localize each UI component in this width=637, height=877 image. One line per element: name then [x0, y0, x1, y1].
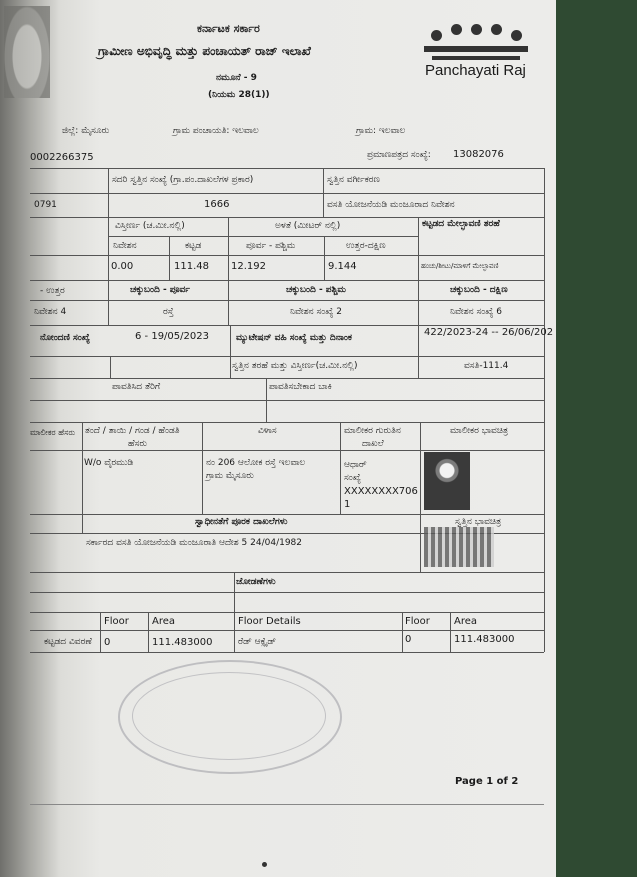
docs-val: ಸರ್ಕಾರದ ವಸತಿ ಯೋಜನೆಯಡಿ ಮಂಜೂರಾತಿ ಆದೇಶ 5 24/04/1982: [86, 538, 303, 548]
id-col-2: ದಾಖಲೆ: [362, 439, 384, 449]
addr-col: ವಿಳಾಸ: [258, 426, 277, 436]
page-number: Page 1 of 2: [455, 776, 519, 787]
ew-val: 12.192: [231, 261, 266, 272]
floor-header-2: Floor: [405, 616, 430, 627]
tax-due-label: ಪಾವತಿಸಬೇಕಾದ ಬಾಕಿ: [269, 382, 332, 392]
punch-mark: [262, 862, 267, 867]
rule-no: (ನಿಯಮ 28(1)): [208, 90, 270, 100]
north-label: - ಉತ್ತರ: [40, 286, 65, 296]
form-no: ನಮೂನೆ - 9: [216, 73, 257, 83]
dept-title: ಗ್ರಾಮೀಣ ಅಭಿವೃದ್ಧಿ ಮತ್ತು ಪಂಚಾಯತ್ ರಾಜ್ ಇಲಾಖೆ: [98, 44, 311, 58]
gov-title: ಕರ್ನಾಟಕ ಸರ್ಕಾರ: [197, 22, 260, 35]
cert-number: 13082076: [453, 149, 504, 160]
gram-panchayat: ಗ್ರಾಮ ಪಂಚಾಯತಿ: ಇಲವಾಲ: [173, 126, 259, 136]
area-val-2: 111.483000: [454, 634, 515, 645]
left-floor-label: ಕಟ್ಟಡದ ವಿವರಣೆ: [44, 637, 92, 647]
district: ಜಿಲ್ಲೆ: ಮೈಸೂರು: [62, 126, 110, 136]
prop-no-label: ಸದರಿ ಸ್ವತ್ತಿನ ಸಂಖ್ಯೆ (ಗ್ರಾ.ಪಂ.ದಾಖಲೆಗಳ ಪ್ರಕಾರ): [112, 175, 254, 185]
ew-label: ಪೂರ್ವ - ಪಶ್ಚಿಮ: [246, 241, 296, 251]
floor-val: 0: [104, 637, 111, 648]
reg-val: 6 - 19/05/2023: [135, 331, 209, 342]
floor-details-header: Floor Details: [238, 616, 301, 627]
father-val: W/o ವೈರಮುಡಿ: [84, 458, 134, 468]
area-label: ವಿಸ್ತೀರ್ಣ (ಚ.ಮೀ.ನಲ್ಲಿ): [115, 221, 185, 231]
addr-val-1: ನಂ 206 ಆಲೋಕ ರಸ್ತೆ ಇಲವಾಲ: [206, 458, 306, 468]
north-val: ನಿವೇಶನ 4: [34, 307, 67, 317]
south-label: ಚಕ್ಕುಬಂದಿ - ದಕ್ಷಿಣ: [450, 285, 508, 295]
mut-label: ಮ್ಯುಟೇಷನ್ ವಹಿ ಸಂಖ್ಯೆ ಮತ್ತು ದಿನಾಂಕ: [236, 333, 352, 343]
floor-details-val: ರೆಡ್ ಆಕ್ಸೈಡ್: [238, 637, 277, 647]
floor-val-2: 0: [405, 634, 412, 645]
east-label: ಚಕ್ಕುಬಂದಿ - ಪೂರ್ವ: [130, 285, 190, 295]
area-header-2: Area: [454, 616, 478, 627]
prop-photo-label: ಸ್ವತ್ತಿನ ಭಾವಚಿತ್ರ: [455, 517, 502, 527]
owner-col: ಮಾಲೀಕರ ಹೆಸರು: [30, 428, 76, 437]
id-val-3: XXXXXXXX706: [344, 486, 418, 497]
addr-val-2: ಗ್ರಾಮ ಮೈಸೂರು: [206, 471, 254, 481]
owner-photo: [424, 452, 470, 510]
roof-val: ಹಂಚು/ಶೀಟು/ಮಾಳಿಗೆ ಮೇಲ್ಛಾವಣಿ: [421, 262, 499, 270]
type-area-val: ವಸತಿ-111.4: [464, 361, 509, 371]
office-stamp-inner: [132, 672, 326, 760]
build-type-label: ಕಟ್ಟಡದ ಮೇಲ್ಛಾವಣಿ ತರಹೆ: [422, 219, 500, 229]
prop-no: 1666: [204, 199, 230, 210]
linkages-label: ಜೋಡಣೆಗಳು: [236, 577, 276, 587]
id-val-4: 1: [344, 499, 351, 510]
prop-class-label: ಸ್ವತ್ತಿನ ವರ್ಗೀಕರಣ: [327, 175, 380, 185]
photo-col: ಮಾಲೀಕರ ಭಾವಚಿತ್ರ: [450, 426, 509, 436]
left-row2: 0791: [34, 200, 57, 210]
build-label: ಕಟ್ಟಡ: [185, 241, 202, 251]
area-val: 111.483000: [152, 637, 213, 648]
left-id: 0002266375: [30, 152, 94, 163]
village: ಗ್ರಾಮ: ಇಲವಾಲ: [356, 126, 406, 136]
ns-val: 9.144: [328, 261, 357, 272]
id-col: ಮಾಲೀಕರ ಗುರುತಿನ: [344, 426, 401, 436]
west-label: ಚಕ್ಕುಬಂದಿ - ಪಶ್ಚಿಮ: [286, 285, 346, 295]
reg-label: ನೋಂದಣಿ ಸಂಖ್ಯೆ: [40, 333, 90, 343]
site-val: 0.00: [111, 261, 134, 272]
id-val-2: ಸಂಖ್ಯೆ: [344, 473, 361, 483]
floor-header: Floor: [104, 616, 129, 627]
ns-label: ಉತ್ತರ-ದಕ್ಷಿಣ: [346, 241, 386, 251]
id-val-1: ಆಧಾರ್: [344, 460, 367, 470]
east-val: ರಸ್ತೆ: [163, 307, 174, 317]
tax-paid-label: ಪಾವತಿಸಿದ ತೆರಿಗೆ: [112, 382, 161, 392]
south-val: ನಿವೇಶನ ಸಂಖ್ಯೆ 6: [450, 307, 503, 317]
cert-label: ಪ್ರಮಾಣಪತ್ರದ ಸಂಖ್ಯೆ:: [367, 150, 431, 160]
site-label: ನಿವೇಶನ: [113, 241, 137, 251]
father-col-2: ಹೆಸರು: [128, 439, 147, 449]
dim-label: ಅಳತೆ (ಮೀಟರ್ ನಲ್ಲಿ): [275, 221, 341, 231]
type-area-label: ಸ್ವತ್ತಿನ ತರಹೆ ಮತ್ತು ವಿಸ್ತೀರ್ಣ(ಚ.ಮೀ.ನಲ್ಲಿ): [232, 361, 358, 371]
area-header: Area: [152, 616, 176, 627]
mut-val: 422/2023-24 -- 26/06/202: [424, 327, 554, 338]
build-val: 111.48: [174, 261, 209, 272]
logo-text: Panchayati Raj: [425, 62, 526, 79]
government-seal: [4, 6, 50, 98]
property-photo: [424, 527, 494, 567]
father-col: ತಂದೆ / ತಾಯಿ / ಗಂಡ / ಹೆಂಡತಿ: [85, 426, 180, 436]
west-val: ನಿವೇಶನ ಸಂಖ್ಯೆ 2: [290, 307, 343, 317]
prop-class: ವಸತಿ ಯೋಜನೆಯಡಿ ಮಂಜೂರಾದ ನಿವೇಶನ: [327, 200, 455, 210]
docs-label: ಸ್ವಾಧೀನತೆಗೆ ಪೂರಕ ದಾಖಲೆಗಳು: [195, 517, 288, 527]
